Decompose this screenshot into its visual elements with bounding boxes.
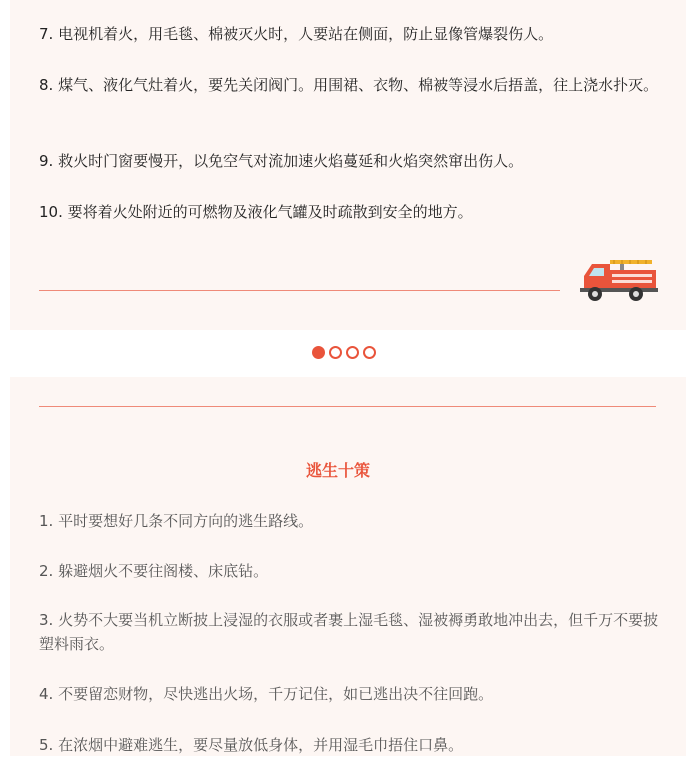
escape-item-2: 2. 躲避烟火不要往阁楼、床底钻。 <box>39 562 269 580</box>
section-divider <box>39 290 560 291</box>
fire-tips-card <box>10 0 686 330</box>
tip-item-7: 7. 电视机着火，用毛毯、棉被灭火时，人要站在侧面，防止显像管爆裂伤人。 <box>39 25 554 43</box>
escape-item-5: 5. 在浓烟中避难逃生，要尽量放低身体，并用湿毛巾捂住口鼻。 <box>39 736 464 754</box>
escape-item-3: 3. 火势不大要当机立断披上浸湿的衣服或者裹上湿毛毯、湿被褥勇敢地冲出去，但千万不要披塑料雨衣。 <box>39 611 659 653</box>
escape-item-1: 1. 平时要想好几条不同方向的逃生路线。 <box>39 512 314 530</box>
tip-item-10: 10. 要将着火处附近的可燃物及液化气罐及时疏散到安全的地方。 <box>39 203 473 221</box>
carousel-dot-2[interactable] <box>329 346 342 359</box>
carousel-pagination <box>312 346 376 362</box>
carousel-dot-1[interactable] <box>312 346 325 359</box>
fire-truck-icon <box>580 258 658 304</box>
tip-item-9: 9. 救火时门窗要慢开，以免空气对流加速火焰蔓延和火焰突然窜出伤人。 <box>39 152 524 170</box>
section-divider-top <box>39 406 656 407</box>
carousel-dot-4[interactable] <box>363 346 376 359</box>
escape-item-4: 4. 不要留恋财物，尽快逃出火场，千万记住，如已逃出决不往回跑。 <box>39 685 494 703</box>
section-title: 逃生十策 <box>305 461 370 480</box>
carousel-dot-3[interactable] <box>346 346 359 359</box>
tip-item-8: 8. 煤气、液化气灶着火，要先关闭阀门。用围裙、衣物、棉被等浸水后捂盖，往上浇水扑灭。 <box>39 76 659 94</box>
